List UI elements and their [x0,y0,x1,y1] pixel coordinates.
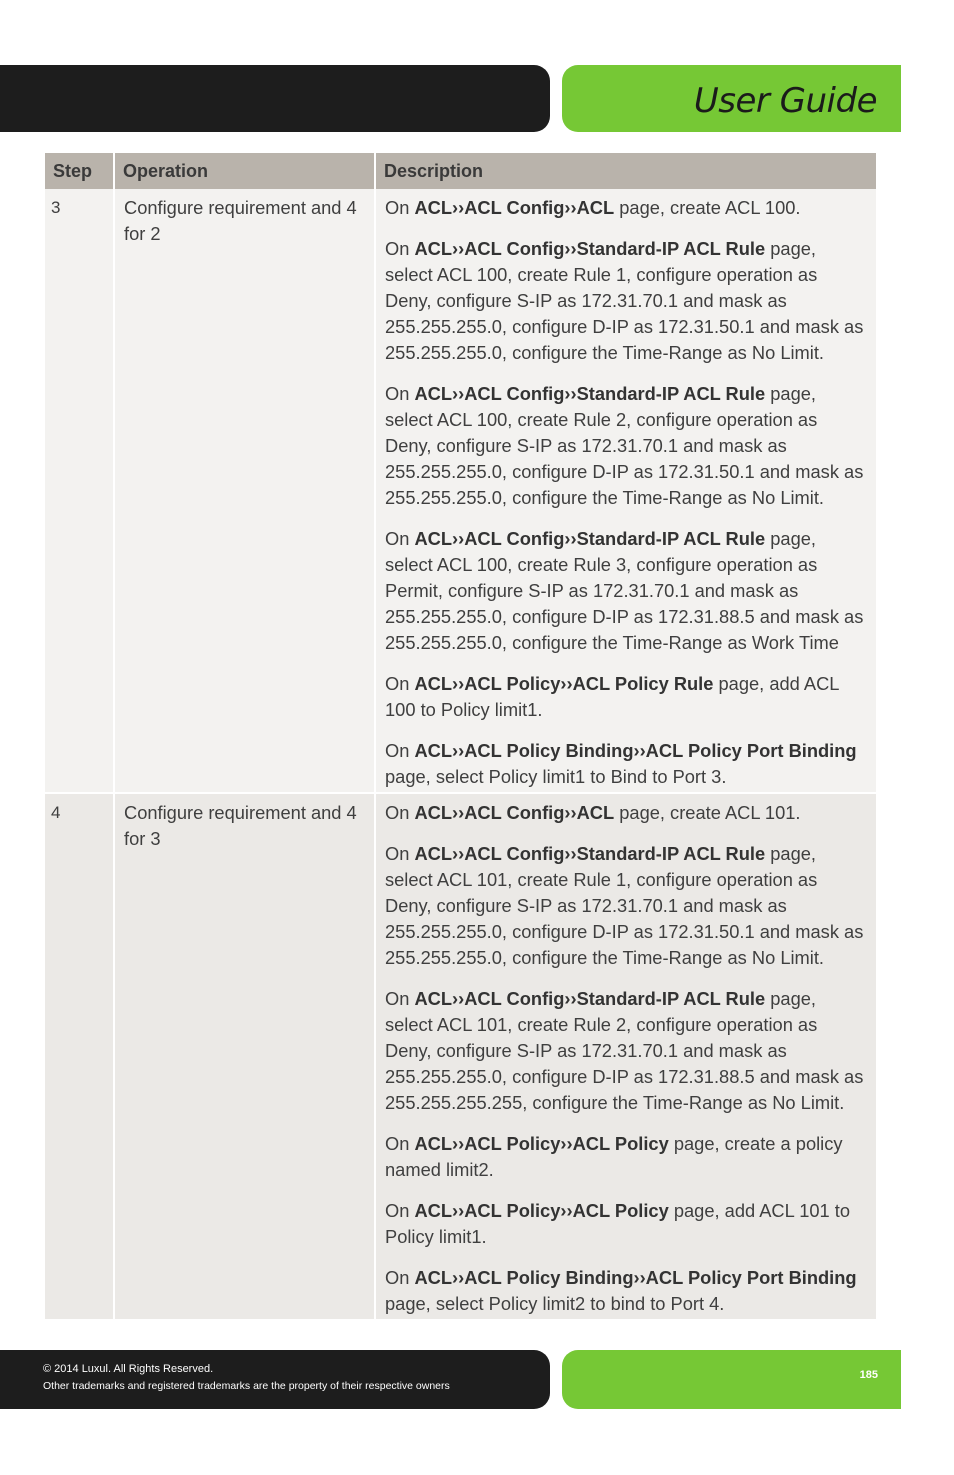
header-green-bar [562,65,901,132]
description-cell [375,189,876,793]
menu-path: ACL››ACL Policy Binding››ACL Policy Port Binding [414,1267,857,1288]
description-paragraph: On ACL››ACL Policy Binding››ACL Policy Port Binding page, select Policy limit1 to Bind to Port 3. [385,740,857,787]
menu-path: ACL››ACL Config››Standard-IP ACL Rule [414,528,766,549]
column-header-operation: Operation [114,153,375,189]
copyright-notice: © 2014 Luxul. All Rights Reserved. [43,1363,214,1375]
page-number: 185 [859,1369,878,1381]
description-paragraph: On ACL››ACL Config››Standard-IP ACL Rule page, select ACL 101, create Rule 2, configure operation as Deny, configure S-IP as 172.31.70.1 and mask as 255.255.255.0, configure D-IP as 172.31.88.5 and mask as 255.255.255.255, configure the Time-Range as No Limit. [385,988,864,1113]
description-paragraph: On ACL››ACL Config››Standard-IP ACL Rule page, select ACL 101, create Rule 1, configure operation as Deny, configure S-IP as 172.31.70.1 and mask as 255.255.255.0, configure D-IP as 172.31.50.1 and mask as 255.255.255.0, configure the Time-Range as No Limit. [385,843,864,968]
table-header-row [45,153,876,189]
description-paragraph: On ACL››ACL Config››Standard-IP ACL Rule page, select ACL 100, create Rule 3, configure operation as Permit, configure S-IP as 172.31.70.1 and mask as 255.255.255.0, configure D-IP as 172.31.88.5 and mask as 255.255.255.0, configure the Time-Range as Work Time [385,528,864,653]
description-paragraph: On ACL››ACL Config››Standard-IP ACL Rule page, select ACL 100, create Rule 1, configure operation as Deny, configure S-IP as 172.31.70.1 and mask as 255.255.255.0, configure D-IP as 172.31.50.1 and mask as 255.255.255.0, configure the Time-Range as No Limit. [385,238,864,363]
table-row [45,793,876,1320]
menu-path: ACL››ACL Policy››ACL Policy [414,1133,669,1154]
menu-path: ACL››ACL Config››Standard-IP ACL Rule [414,238,766,259]
menu-path: ACL››ACL Config››Standard-IP ACL Rule [414,383,766,404]
operation-cell: Configure requirement and 4 for 2 [114,189,375,793]
header-dark-bar [0,65,550,132]
menu-path: ACL››ACL Policy Binding››ACL Policy Port Binding [414,740,857,761]
menu-path: ACL››ACL Config››Standard-IP ACL Rule [414,988,766,1009]
document-title: User Guide [693,81,877,121]
description-cell [375,793,876,1320]
menu-path: ACL››ACL Config››ACL [414,197,615,218]
procedure-table [45,153,876,1321]
footer-dark-bar [0,1350,550,1409]
menu-path: ACL››ACL Config››ACL [414,802,615,823]
column-header-step: Step [45,153,114,189]
menu-path: ACL››ACL Config››Standard-IP ACL Rule [414,843,766,864]
step-cell: 3 [45,189,114,793]
description-paragraph: On ACL››ACL Policy››ACL Policy page, add ACL 101 to Policy limit1. [385,1200,851,1247]
description-paragraph: On ACL››ACL Config››Standard-IP ACL Rule page, select ACL 100, create Rule 2, configure operation as Deny, configure S-IP as 172.31.70.1 and mask as 255.255.255.0, configure D-IP as 172.31.50.1 and mask as 255.255.255.0, configure the Time-Range as No Limit. [385,383,864,508]
description-paragraph: On ACL››ACL Policy››ACL Policy Rule page, add ACL 100 to Policy limit1. [385,673,839,720]
trademark-notice: Other trademarks and registered trademarks are the property of their respective owners [43,1380,450,1392]
menu-path: ACL››ACL Policy››ACL Policy Rule [414,673,714,694]
description-paragraph: On ACL››ACL Policy››ACL Policy page, create a policy named limit2. [385,1133,843,1180]
description-paragraph: On ACL››ACL Policy Binding››ACL Policy Port Binding page, select Policy limit2 to bind to Port 4. [385,1267,857,1314]
menu-path: ACL››ACL Policy››ACL Policy [414,1200,669,1221]
footer-green-bar [562,1350,901,1409]
column-header-description: Description [375,153,876,189]
operation-cell: Configure requirement and 4 for 3 [114,793,375,1320]
description-paragraph: On ACL››ACL Config››ACL page, create ACL 101. [385,802,801,823]
table-row [45,189,876,793]
description-paragraph: On ACL››ACL Config››ACL page, create ACL 100. [385,197,801,218]
step-cell: 4 [45,793,114,1320]
